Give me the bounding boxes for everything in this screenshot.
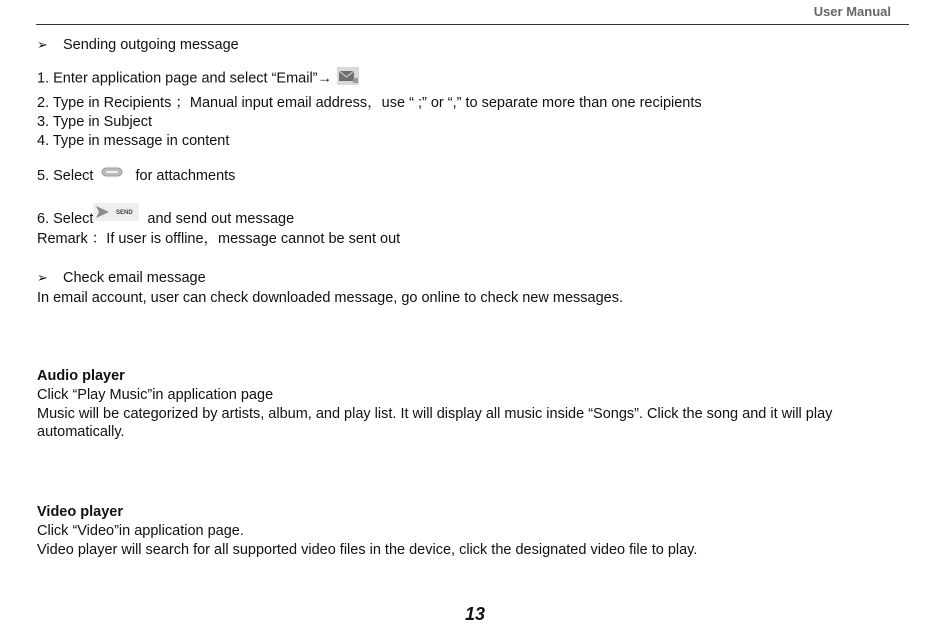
video-line-2: Video player will search for all supported video files in the device, click the designated video file to play.: [37, 542, 698, 558]
sending-heading-line: [37, 36, 239, 54]
step-4-line: 4. Type in message in content: [37, 133, 230, 149]
bullet-icon: ➢: [37, 37, 48, 52]
send-label: SEND: [116, 210, 134, 216]
video-line-1: Click “Video”in application page.: [37, 523, 244, 539]
page-number: 13: [464, 604, 486, 624]
send-button-icon: [93, 203, 139, 226]
sending-heading: Sending outgoing message: [63, 37, 239, 53]
step-2-line: 2. Type in Recipients ；Manual input email address，use “ ;” or “,” to separate more than one recipients: [37, 95, 702, 111]
header-title: User Manual: [813, 4, 891, 19]
step-1-line: [37, 66, 360, 91]
step-3-line: 3. Type in Subject: [37, 114, 153, 130]
arrow-right-icon: →: [317, 70, 332, 87]
step-5-before: 5. Select: [37, 168, 94, 184]
check-heading: Check email message: [63, 270, 206, 286]
step-6-after: and send out message: [147, 211, 295, 227]
step-5-after: for attachments: [135, 168, 236, 184]
remark-line: Remark ：If user is offline，message cannot be sent out: [37, 231, 401, 247]
audio-line-2: Music will be categorized by artists, album, and play list. It will display all music inside “Songs”. Click the song and it will play automatically.: [37, 406, 833, 440]
step-6-line: [37, 203, 294, 228]
audio-title: Audio player: [37, 368, 125, 384]
bullet-icon: ➢: [37, 270, 48, 285]
step-6-before: 6. Select: [37, 211, 94, 227]
check-heading-line: [37, 269, 206, 287]
check-body: In email account, user can check downloaded message, go online to check new messages.: [37, 290, 623, 306]
step-1-text: 1. Enter application page and select “Email”: [37, 70, 318, 87]
email-icon: [336, 66, 360, 91]
step-5-line: [37, 164, 235, 185]
page-header: [36, 0, 909, 25]
video-title: Video player: [37, 504, 123, 520]
audio-line-1: Click “Play Music”in application page: [37, 387, 274, 403]
attachment-icon: [101, 164, 123, 182]
